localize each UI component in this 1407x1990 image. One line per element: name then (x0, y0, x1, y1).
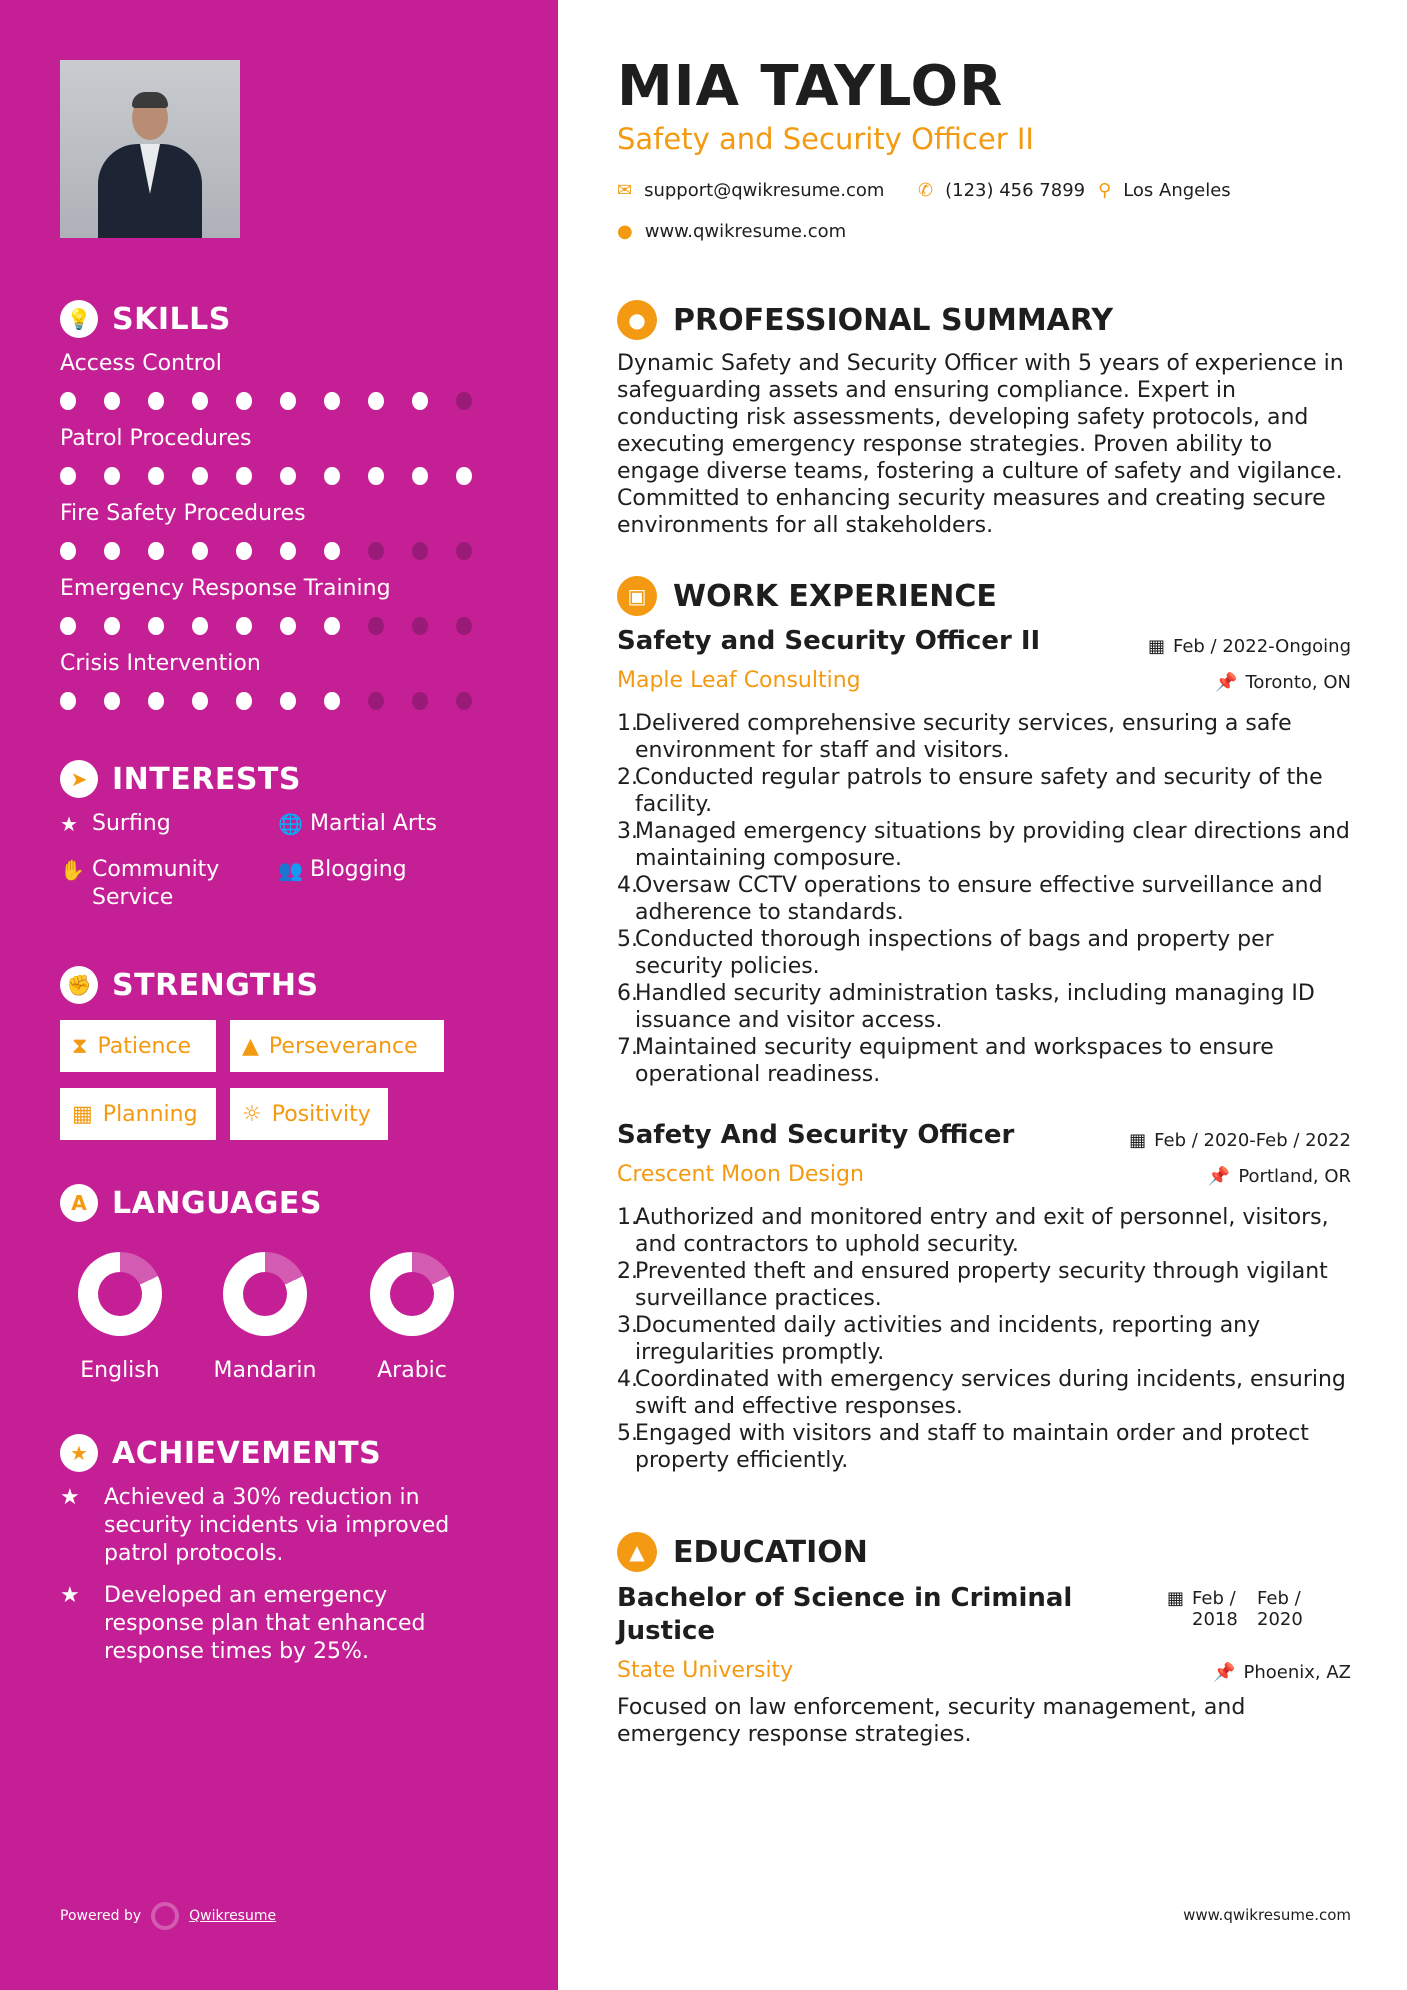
skill-dot (368, 392, 384, 410)
star-icon: ★ (60, 1583, 80, 1608)
degree-title: Bachelor of Science in Criminal Justice (617, 1583, 1073, 1646)
achievement-item: ★ Achieved a 30% reduction in security incidents via improved patrol protocols. (60, 1485, 450, 1566)
job-bullet: 3. Documented daily activities and incidents, reporting any irregularities promptly. (617, 1313, 1261, 1365)
job-location: 📌 Toronto, ON (1215, 672, 1351, 693)
qwikresume-link[interactable]: Qwikresume (189, 1908, 277, 1924)
job-bullet: 3. Managed emergency situations by providing clear directions and maintaining composure. (617, 819, 1350, 871)
skill-dot (148, 392, 164, 410)
skill-dot (368, 467, 384, 485)
skill-dot (192, 542, 208, 560)
powered-by: Powered by Qwikresume (60, 1902, 276, 1930)
summary-heading: ● PROFESSIONAL SUMMARY (617, 300, 1113, 340)
skill-dot (456, 542, 472, 560)
job-bullets (617, 710, 1357, 1088)
skill-dot (236, 617, 252, 635)
skill-dot (412, 617, 428, 635)
paper-plane-icon: ➤ (60, 760, 98, 798)
skill-item (60, 575, 500, 635)
skill-rating (60, 692, 500, 710)
skill-dot (280, 467, 296, 485)
summary-text: Dynamic Safety and Security Officer with 5 years of experience in safeguarding assets and ensuring compliance. Expert in conducting risk assessments, developing safety protocols, and executing emergency response strategies. Proven ability to engage diverse teams, fostering a culture of safety and vigilance. Committed to enhancing security measures and creating secure environments for all stakeholders. (617, 351, 1344, 538)
job-bullet: 6. Handled security administration tasks, including managing ID issuance and visitor access. (617, 981, 1315, 1033)
candidate-role: Safety and Security Officer II (617, 122, 1034, 156)
skill-name: Fire Safety Procedures (60, 501, 306, 526)
job-bullet: 2. Prevented theft and ensured property security through vigilant surveillance practices. (617, 1259, 1328, 1311)
candidate-name: MIA TAYLOR (617, 54, 1004, 119)
skill-dot (456, 467, 472, 485)
skill-dot (192, 617, 208, 635)
job-bullet: 5. Conducted thorough inspections of bags and property per security policies. (617, 927, 1274, 979)
graduation-icon: ▲ (617, 1532, 657, 1572)
sidebar (0, 0, 558, 1990)
skill-dot (324, 542, 340, 560)
education-text: Focused on law enforcement, security management, and emergency response strategies. (617, 1695, 1246, 1747)
achievements-title: ACHIEVEMENTS (112, 1435, 382, 1471)
calendar-icon: ▦ (1147, 636, 1165, 657)
company-name: Crescent Moon Design (617, 1162, 864, 1187)
road-icon: ▲ (242, 1033, 259, 1059)
job-bullet: 4. Oversaw CCTV operations to ensure effective surveillance and adherence to standards. (617, 873, 1323, 925)
pin-icon: 📌 (1215, 672, 1238, 693)
skill-dot (324, 617, 340, 635)
edu-end: Feb / 2020 (1257, 1588, 1303, 1630)
skill-dot (368, 542, 384, 560)
skill-rating (60, 392, 500, 410)
strength-badge: ▦ Planning (60, 1088, 216, 1140)
edu-start: ▦ Feb / 2018 (1167, 1588, 1238, 1630)
skill-dot (236, 392, 252, 410)
skill-dot (412, 542, 428, 560)
calendar-icon: ▦ (1129, 1130, 1147, 1151)
map-pin-icon: ⚲ (1098, 180, 1112, 201)
job-title: Safety and Security Officer II (617, 626, 1041, 656)
star-icon: ★ (60, 812, 78, 836)
calendar-icon: ▦ (72, 1101, 93, 1127)
skill-rating (60, 617, 500, 635)
skill-dot (148, 467, 164, 485)
skill-dot (104, 692, 120, 710)
profile-photo (60, 60, 240, 238)
trophy-icon: ★ (60, 1434, 98, 1472)
language-ring (78, 1252, 162, 1336)
skill-item (60, 650, 500, 710)
interest-item: ★ Surfing (60, 811, 171, 836)
job-bullet: 7. Maintained security equipment and workspaces to ensure operational readiness. (617, 1035, 1274, 1087)
skill-dot (192, 692, 208, 710)
education-heading: ▲ EDUCATION (617, 1532, 868, 1572)
skill-dot (148, 542, 164, 560)
interest-item: ✋ Community Service (60, 857, 220, 910)
strengths-heading (60, 966, 319, 1004)
skill-dot (148, 692, 164, 710)
sun-icon: ☼ (242, 1101, 262, 1127)
translate-icon: A (60, 1184, 98, 1222)
skill-rating (60, 467, 500, 485)
skill-dot (236, 467, 252, 485)
skill-dot (324, 467, 340, 485)
job-location: 📌 Portland, OR (1207, 1166, 1351, 1187)
hand-icon: ✋ (60, 858, 85, 882)
skill-dot (60, 392, 76, 410)
skill-dot (104, 617, 120, 635)
language-ring (223, 1252, 307, 1336)
strength-badge: ▲ Perseverance (230, 1020, 444, 1072)
users-icon: 👥 (278, 858, 303, 882)
interest-item: 🌐 Martial Arts (278, 811, 438, 836)
language-item: Arabic (342, 1252, 482, 1383)
skill-dot (236, 692, 252, 710)
strength-badge: ☼ Positivity (230, 1088, 388, 1140)
skill-dot (60, 617, 76, 635)
company-name: Maple Leaf Consulting (617, 668, 861, 693)
skill-dot (104, 542, 120, 560)
language-item: Mandarin (195, 1252, 335, 1383)
skill-rating (60, 542, 500, 560)
skill-dot (456, 617, 472, 635)
skill-item (60, 500, 500, 560)
job-bullet: 5. Engaged with visitors and staff to maintain order and protect property efficiently. (617, 1421, 1309, 1473)
skill-dot (324, 692, 340, 710)
languages-title: LANGUAGES (112, 1185, 322, 1221)
fist-icon: ✊ (60, 966, 98, 1004)
job-bullet: 2. Conducted regular patrols to ensure safety and security of the facility. (617, 765, 1323, 817)
user-icon: ● (617, 300, 657, 340)
email-contact: ✉ support@qwikresume.com (617, 180, 885, 201)
phone-contact: ✆ (123) 456 7899 (918, 180, 1086, 201)
skill-name: Emergency Response Training (60, 576, 391, 601)
skill-dot (60, 467, 76, 485)
skill-item (60, 425, 500, 485)
job-bullet: 4. Coordinated with emergency services during incidents, ensuring swift and effective responses. (617, 1367, 1346, 1419)
qwikresume-logo-icon (151, 1902, 179, 1930)
pin-icon: 📌 (1207, 1166, 1231, 1187)
strengths-title: STRENGTHS (112, 967, 319, 1003)
envelope-icon: ✉ (617, 180, 633, 201)
job-dates: ▦ Feb / 2022-Ongoing (1147, 636, 1351, 657)
job-bullet: 1. Authorized and monitored entry and exit of personnel, visitors, and contractors to uphold security. (617, 1205, 1329, 1257)
job-bullets (617, 1204, 1357, 1474)
school-name: State University (617, 1658, 794, 1683)
interests-heading (60, 760, 301, 798)
edu-location: 📌 Phoenix, AZ (1213, 1662, 1351, 1683)
skill-dot (104, 392, 120, 410)
skill-dot (280, 542, 296, 560)
skill-item (60, 350, 500, 410)
skill-name: Crisis Intervention (60, 651, 261, 676)
website-contact: ● www.qwikresume.com (617, 221, 847, 242)
globe-icon: ● (617, 221, 633, 242)
skill-dot (192, 392, 208, 410)
skill-dot (60, 692, 76, 710)
skill-dot (236, 542, 252, 560)
skill-dot (60, 542, 76, 560)
phone-icon: ✆ (918, 180, 934, 201)
skill-dot (148, 617, 164, 635)
skill-dot (456, 392, 472, 410)
skill-dot (280, 617, 296, 635)
achievement-item: ★ Developed an emergency response plan that enhanced response times by 25%. (60, 1583, 426, 1664)
skills-title: SKILLS (112, 301, 231, 337)
strength-badge: ⧗ Patience (60, 1020, 216, 1072)
skill-dot (192, 467, 208, 485)
job-dates: ▦ Feb / 2020-Feb / 2022 (1129, 1130, 1351, 1151)
hourglass-icon: ⧗ (72, 1033, 88, 1059)
interest-item: 👥 Blogging (278, 857, 407, 882)
skill-dot (412, 392, 428, 410)
skill-dot (324, 392, 340, 410)
skill-dot (456, 692, 472, 710)
skill-dot (412, 467, 428, 485)
job-bullet: 1. Delivered comprehensive security services, ensuring a safe environment for staff and visitors. (617, 711, 1292, 763)
footer-url[interactable]: www.qwikresume.com (1183, 1906, 1351, 1924)
briefcase-icon: ▣ (617, 576, 657, 616)
interests-title: INTERESTS (112, 761, 301, 797)
job-title: Safety And Security Officer (617, 1120, 1015, 1150)
skill-dot (280, 392, 296, 410)
language-ring (370, 1252, 454, 1336)
experience-heading: ▣ WORK EXPERIENCE (617, 576, 997, 616)
skill-dot (368, 617, 384, 635)
main-content (558, 0, 1407, 1990)
language-item: English (50, 1252, 190, 1383)
calendar-icon: ▦ (1167, 1588, 1185, 1609)
skill-dot (104, 467, 120, 485)
skill-dot (412, 692, 428, 710)
location-contact: ⚲ Los Angeles (1098, 180, 1231, 201)
languages-heading (60, 1184, 322, 1222)
achievements-heading (60, 1434, 381, 1472)
star-icon: ★ (60, 1485, 80, 1510)
skills-heading (60, 300, 231, 338)
lightbulb-icon: 💡 (60, 300, 98, 338)
globe-icon: 🌐 (278, 812, 303, 836)
skill-name: Access Control (60, 351, 222, 376)
skill-dot (368, 692, 384, 710)
skill-name: Patrol Procedures (60, 426, 252, 451)
skill-dot (280, 692, 296, 710)
pin-icon: 📌 (1213, 1662, 1236, 1683)
